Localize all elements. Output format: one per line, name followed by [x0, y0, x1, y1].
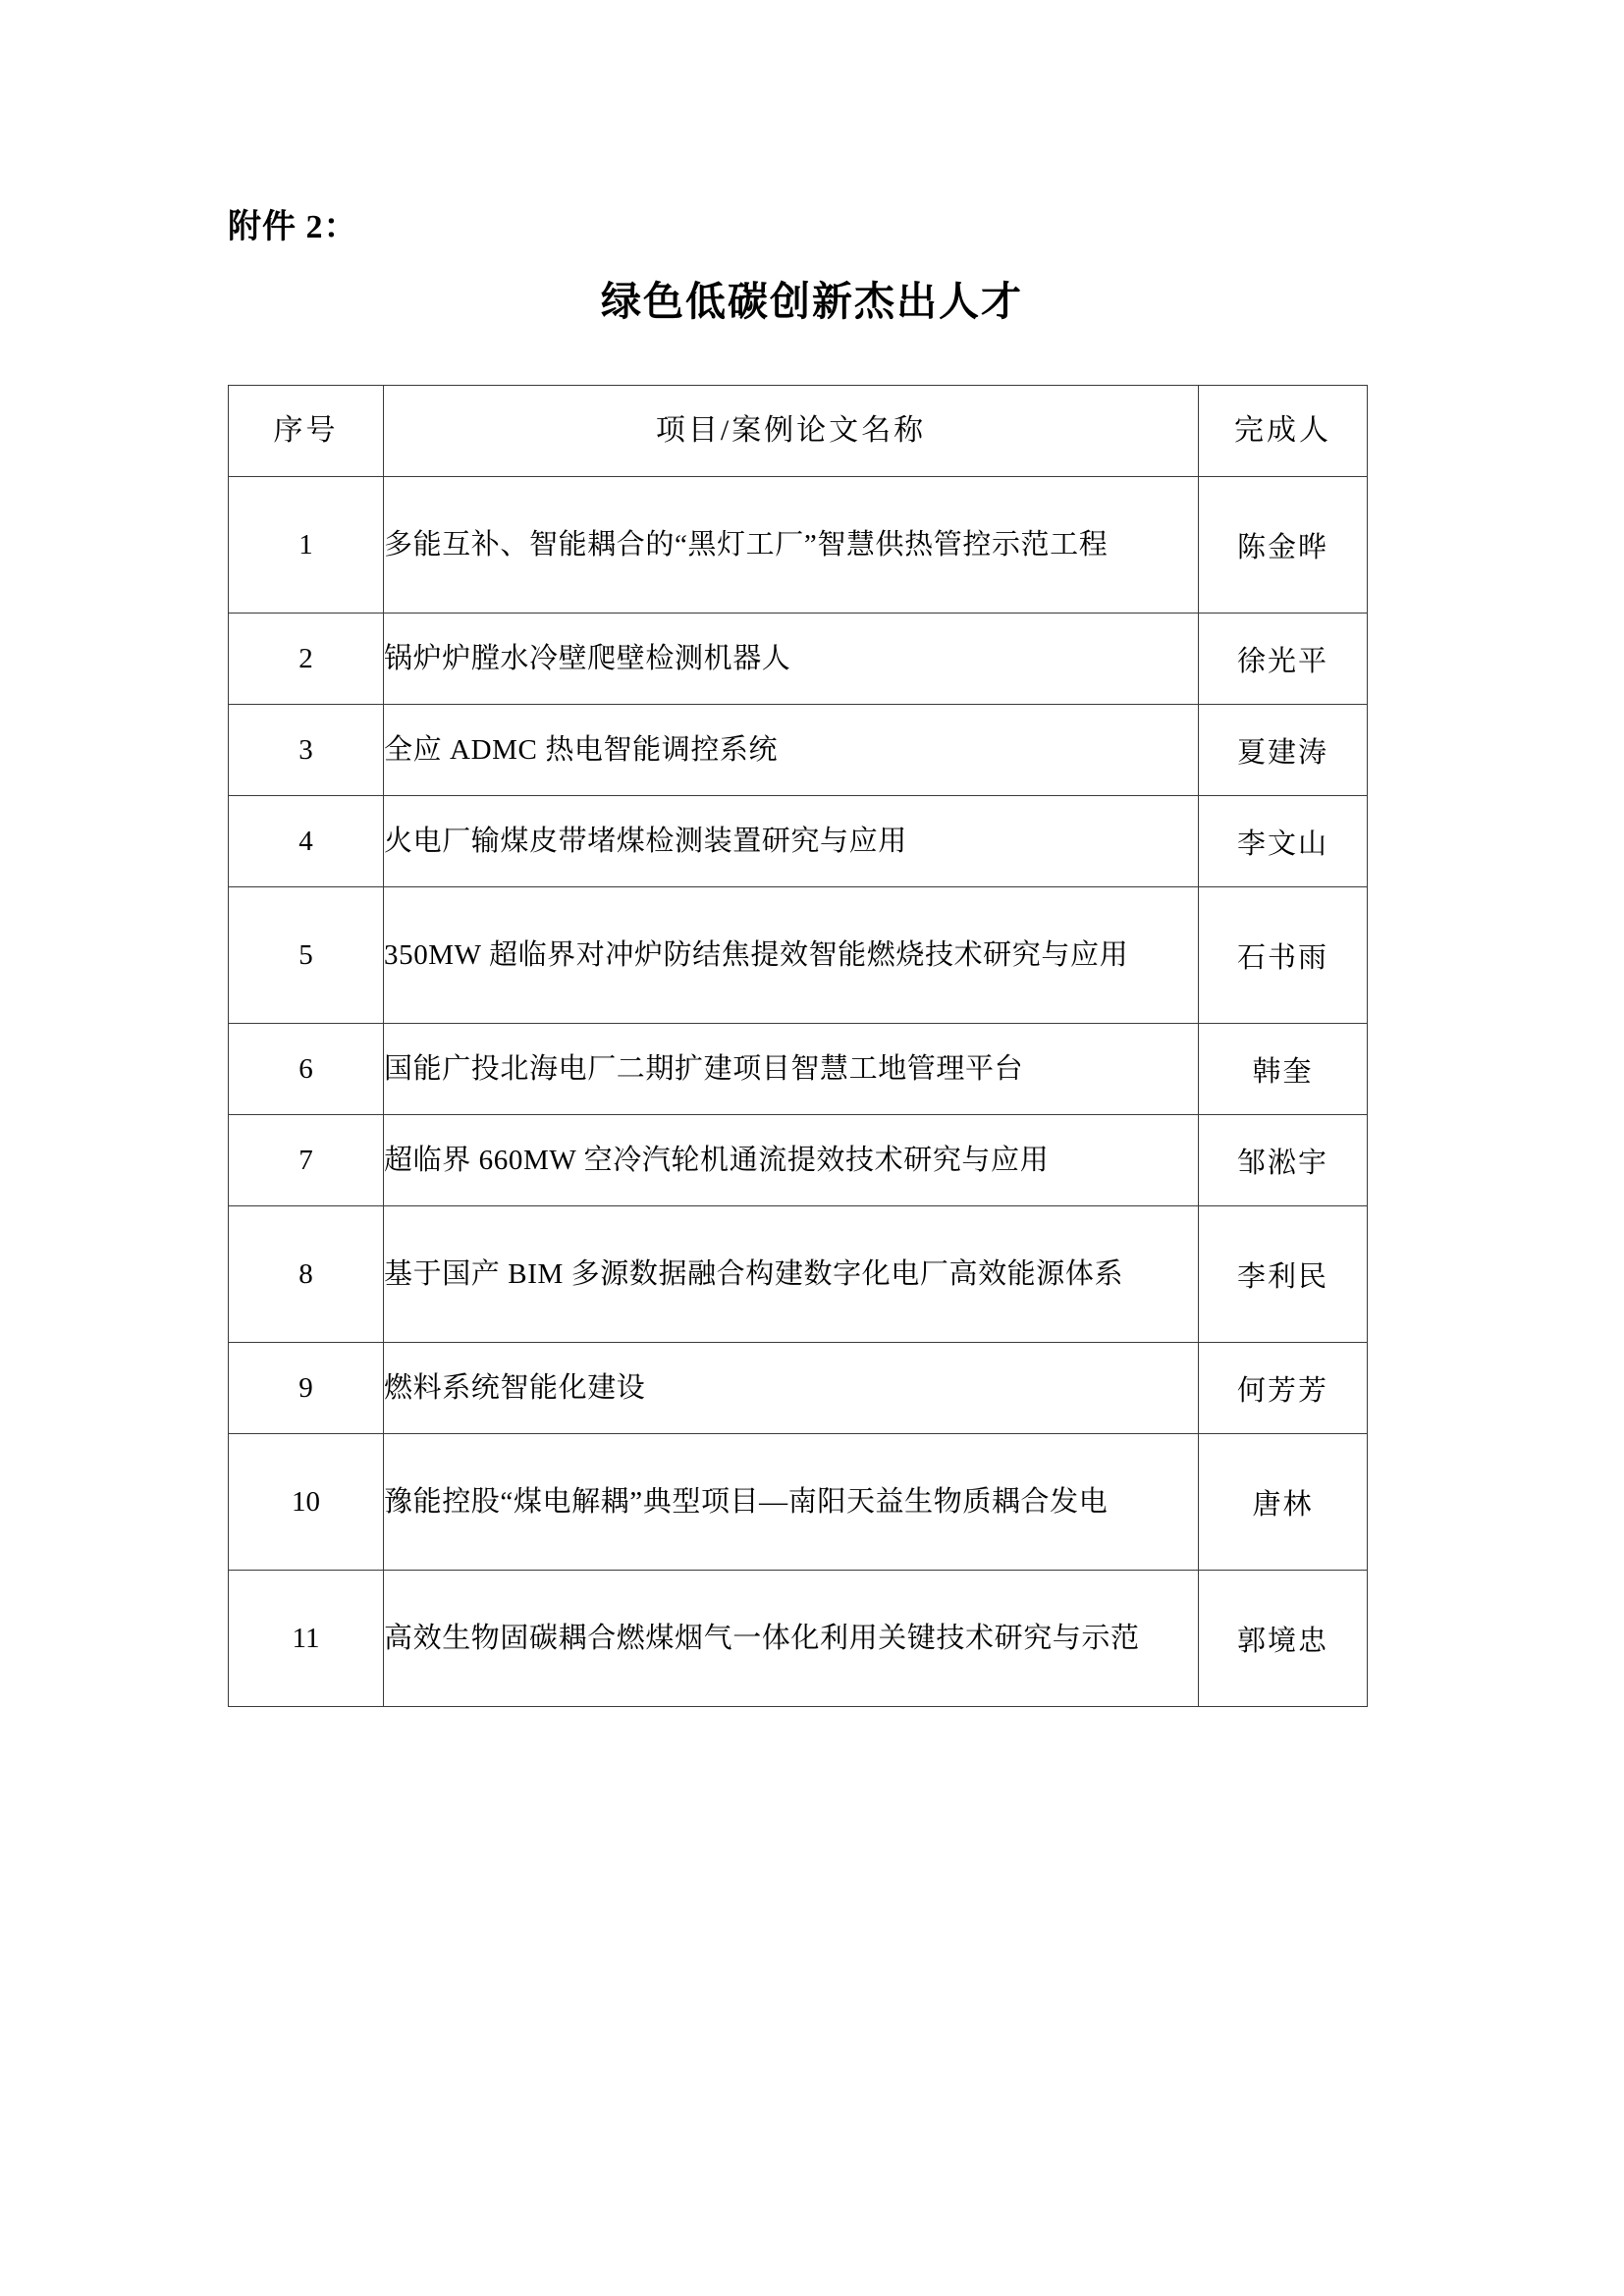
attachment-label: 附件 2：	[228, 209, 358, 245]
row-project-name-cell: 燃料系统智能化建设	[384, 1343, 1199, 1434]
table-row	[229, 1434, 1368, 1571]
award-table	[228, 385, 1368, 1707]
row-index-cell: 11	[229, 1571, 384, 1707]
row-person-cell: 唐林	[1199, 1434, 1368, 1571]
table-row	[229, 1206, 1368, 1343]
column-header-person: 完成人	[1199, 386, 1368, 477]
table-row	[229, 1024, 1368, 1115]
row-person-cell: 徐光平	[1199, 614, 1368, 705]
row-project-name-cell: 350MW 超临界对冲炉防结焦提效智能燃烧技术研究与应用	[384, 887, 1199, 1024]
table-row	[229, 1343, 1368, 1434]
table-row	[229, 705, 1368, 796]
row-index-cell: 1	[229, 477, 384, 614]
row-project-name-cell: 锅炉炉膛水冷壁爬壁检测机器人	[384, 614, 1199, 705]
row-project-name-cell: 基于国产 BIM 多源数据融合构建数字化电厂高效能源体系	[384, 1206, 1199, 1343]
row-person-cell: 郭境忠	[1199, 1571, 1368, 1707]
table-row	[229, 1571, 1368, 1707]
table-body	[229, 477, 1368, 1707]
row-person-cell: 石书雨	[1199, 887, 1368, 1024]
row-index-cell: 8	[229, 1206, 384, 1343]
table-row	[229, 887, 1368, 1024]
table-header	[229, 386, 1368, 477]
row-project-name-cell: 超临界 660MW 空冷汽轮机通流提效技术研究与应用	[384, 1115, 1199, 1206]
row-index-cell: 10	[229, 1434, 384, 1571]
row-project-name-cell: 火电厂输煤皮带堵煤检测装置研究与应用	[384, 796, 1199, 887]
table-row	[229, 477, 1368, 614]
row-index-cell: 5	[229, 887, 384, 1024]
row-index-cell: 3	[229, 705, 384, 796]
row-person-cell: 李利民	[1199, 1206, 1368, 1343]
award-table-container	[228, 385, 1367, 1707]
row-person-cell: 陈金晔	[1199, 477, 1368, 614]
column-header-index: 序号	[229, 386, 384, 477]
row-person-cell: 韩奎	[1199, 1024, 1368, 1115]
row-index-cell: 7	[229, 1115, 384, 1206]
row-project-name-cell: 豫能控股“煤电解耦”典型项目—南阳天益生物质耦合发电	[384, 1434, 1199, 1571]
row-index-cell: 4	[229, 796, 384, 887]
row-index-cell: 2	[229, 614, 384, 705]
row-person-cell: 李文山	[1199, 796, 1368, 887]
row-project-name-cell: 高效生物固碳耦合燃煤烟气一体化利用关键技术研究与示范	[384, 1571, 1199, 1707]
row-project-name-cell: 国能广投北海电厂二期扩建项目智慧工地管理平台	[384, 1024, 1199, 1115]
page-title: 绿色低碳创新杰出人才	[601, 279, 1023, 324]
row-person-cell: 夏建涛	[1199, 705, 1368, 796]
table-row	[229, 796, 1368, 887]
row-index-cell: 9	[229, 1343, 384, 1434]
row-project-name-cell: 全应 ADMC 热电智能调控系统	[384, 705, 1199, 796]
row-person-cell: 邹淞宇	[1199, 1115, 1368, 1206]
table-row	[229, 614, 1368, 705]
column-header-name: 项目/案例论文名称	[384, 386, 1199, 477]
row-index-cell: 6	[229, 1024, 384, 1115]
row-person-cell: 何芳芳	[1199, 1343, 1368, 1434]
table-row	[229, 1115, 1368, 1206]
table-header-row	[229, 386, 1368, 477]
row-project-name-cell: 多能互补、智能耦合的“黑灯工厂”智慧供热管控示范工程	[384, 477, 1199, 614]
